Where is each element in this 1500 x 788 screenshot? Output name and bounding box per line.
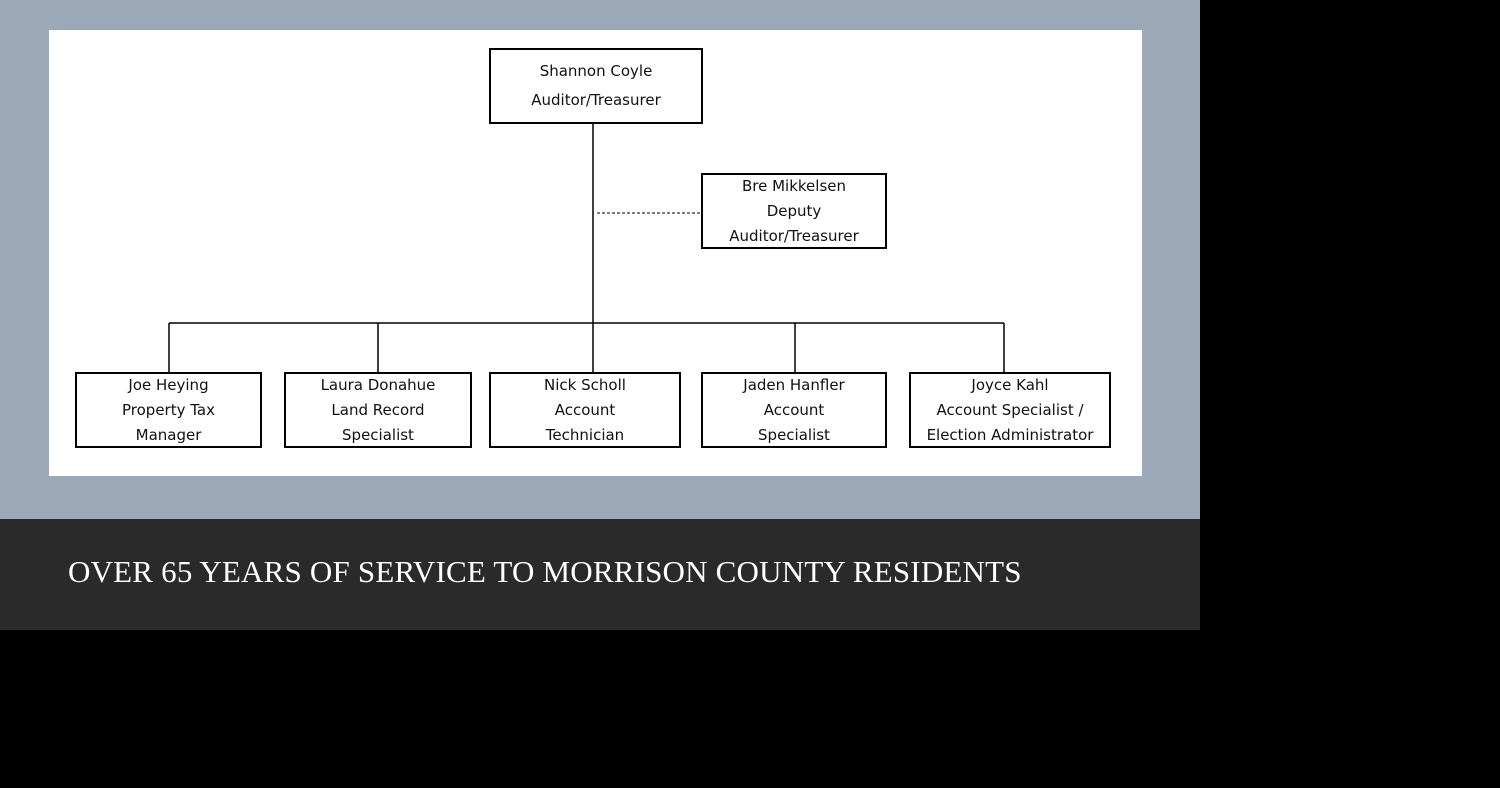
staff-box bbox=[284, 372, 472, 448]
staff-name: Joe Heying bbox=[128, 375, 209, 394]
staff-title-line1: Property Tax bbox=[122, 400, 215, 419]
image-caption: OVER 65 YEARS OF SERVICE TO MORRISON COUNTY RESIDENTS bbox=[68, 554, 1022, 589]
staff-name: Nick Scholl bbox=[544, 375, 626, 394]
head-box bbox=[489, 48, 703, 124]
staff-title-line1: Account Specialist / bbox=[936, 400, 1084, 419]
deputy-box bbox=[701, 173, 887, 249]
head-name: Shannon Coyle bbox=[539, 62, 653, 80]
staff-title-line2: Manager bbox=[135, 425, 202, 444]
staff-title-line2: Specialist bbox=[342, 425, 414, 444]
staff-title-line1: Account bbox=[763, 400, 825, 419]
deputy-name: Bre Mikkelsen bbox=[741, 176, 847, 195]
staff-box bbox=[489, 372, 681, 448]
staff-name: Laura Donahue bbox=[320, 375, 436, 394]
staff-name: Joyce Kahl bbox=[971, 375, 1049, 394]
head-title: Auditor/Treasurer bbox=[531, 91, 661, 109]
staff-title-line2: Election Administrator bbox=[926, 425, 1094, 444]
staff-box bbox=[909, 372, 1111, 448]
staff-box bbox=[701, 372, 887, 448]
deputy-title-line2: Auditor/Treasurer bbox=[729, 226, 859, 245]
staff-title-line2: Technician bbox=[545, 425, 625, 444]
staff-box bbox=[75, 372, 262, 448]
staff-name: Jaden Hanfler bbox=[743, 375, 845, 394]
staff-title-line1: Account bbox=[554, 400, 616, 419]
staff-title-line2: Specialist bbox=[758, 425, 830, 444]
staff-title-line1: Land Record bbox=[331, 400, 425, 419]
deputy-title-line1: Deputy bbox=[766, 201, 822, 220]
